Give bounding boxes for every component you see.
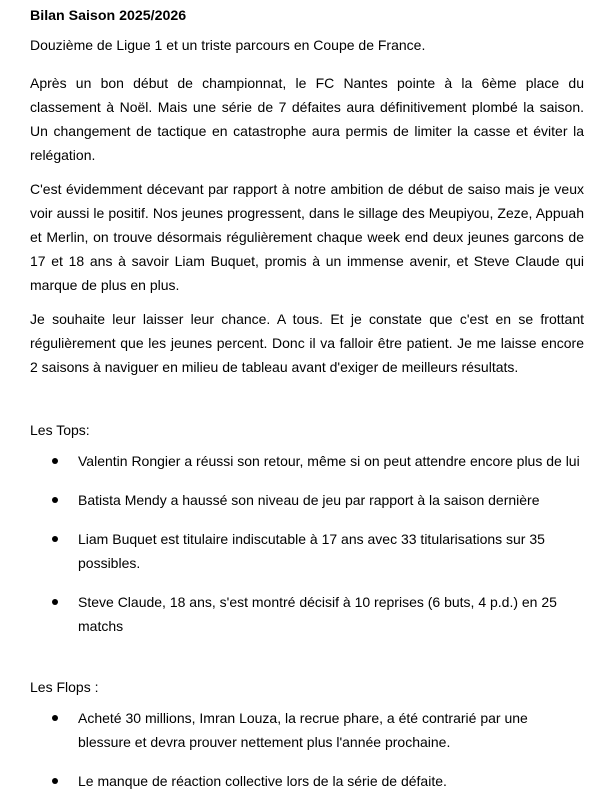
list-item-text: Le manque de réaction collective lors de la série de défaite. bbox=[78, 773, 447, 789]
bullet-icon bbox=[52, 536, 58, 542]
spacer bbox=[30, 389, 584, 421]
bullet-icon bbox=[52, 778, 58, 784]
list-item-text: Steve Claude, 18 ans, s'est montré décisif à 10 reprises (6 buts, 4 p.d.) en 25 matchs bbox=[78, 594, 557, 634]
list-item bbox=[30, 488, 584, 512]
tops-heading: Les Tops: bbox=[30, 422, 90, 438]
intro-paragraph: Douzième de Ligue 1 et un triste parcours en Coupe de France. bbox=[30, 37, 426, 53]
list-item-text: Valentin Rongier a réussi son retour, même si on peut attendre encore plus de lui bbox=[78, 453, 580, 469]
list-item-text: Liam Buquet est titulaire indiscutable à 17 ans avec 33 titularisations sur 35 possibles. bbox=[78, 531, 545, 571]
list-item bbox=[30, 590, 584, 638]
document-title: Bilan Saison 2025/2026 bbox=[30, 8, 187, 24]
spacer bbox=[30, 653, 584, 678]
bullet-icon bbox=[52, 599, 58, 605]
list-item bbox=[30, 769, 584, 793]
list-item bbox=[30, 706, 584, 754]
paragraph-patience: Je souhaite leur laisser leur chance. A tous. Et je constate que c'est en se frottant régulièrement que les jeunes percent. Donc il va falloir être patient. Je me laisse encore 2 saisons à naviguer en milieu de tableau avant d'exiger de meilleurs résultats. bbox=[30, 311, 584, 375]
tops-list bbox=[30, 449, 584, 638]
list-item-text: Acheté 30 millions, Imran Louza, la recrue phare, a été contrarié par une blessure et devra prouver nettement plus l'année prochaine. bbox=[78, 710, 528, 750]
flops-list bbox=[30, 706, 584, 793]
bullet-icon bbox=[52, 458, 58, 464]
list-item bbox=[30, 527, 584, 575]
list-item-text: Batista Mendy a haussé son niveau de jeu par rapport à la saison dernière bbox=[78, 492, 540, 508]
paragraph-championship: Après un bon début de championnat, le FC Nantes pointe à la 6ème place du classement à Noël. Mais une série de 7 défaites aura définitivement plombé la saison. Un changement de tactique en catastrophe aura permis de limiter la casse et éviter la relégation. bbox=[30, 75, 584, 163]
bullet-icon bbox=[52, 715, 58, 721]
list-item bbox=[30, 449, 584, 473]
paragraph-youth: C'est évidemment décevant par rapport à notre ambition de début de saiso mais je veux voir aussi le positif. Nos jeunes progressent, dans le sillage des Meupiyou, Zeze, Appuah et Merlin, on trouve désormais régulièrement chaque week end deux jeunes garcons de 17 et 18 ans à savoir Liam Buquet, promis à un immense avenir, et Steve Claude qui marque de plus en plus. bbox=[30, 181, 584, 293]
bullet-icon bbox=[52, 497, 58, 503]
flops-heading: Les Flops : bbox=[30, 679, 99, 695]
